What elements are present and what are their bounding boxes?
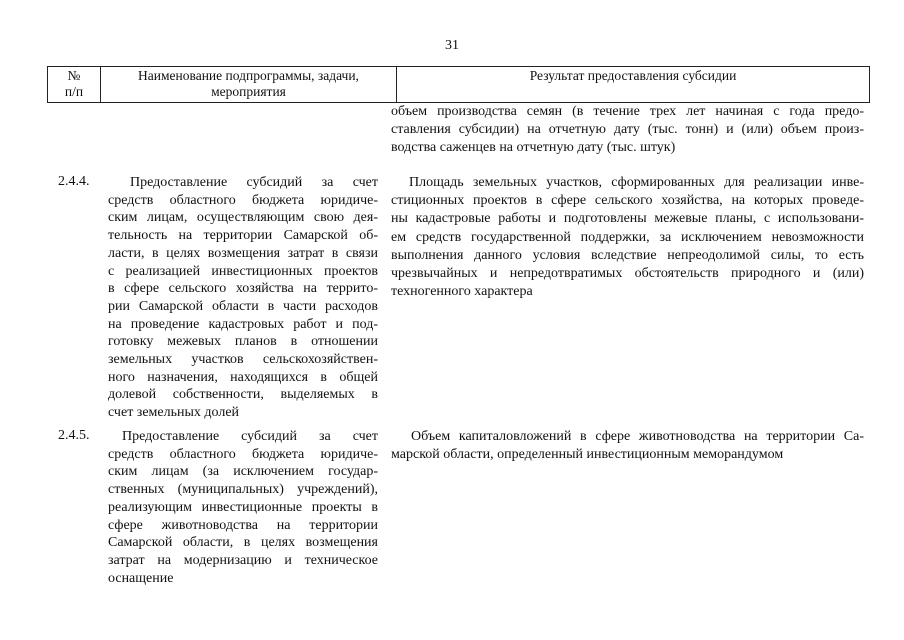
result-line: ставления субсидии) на отчетную дату (тыс. тонн) и (или) объем произ-: [391, 122, 864, 138]
name-line: рии Самарской области в части расходов: [108, 298, 378, 314]
table-header: [47, 66, 870, 103]
result-line: ем средств государственной поддержки, за исключением невозможности: [391, 229, 864, 245]
name-line: ного назначения, находящихся в общей: [108, 369, 378, 385]
result-line: Площадь земельных участков, сформированных для реализации инве-: [409, 175, 864, 190]
header-name-cell: [101, 67, 397, 103]
row-number: 2.4.5.: [58, 428, 90, 443]
row-result: [391, 174, 864, 301]
header-number-line-2: п/п: [64, 84, 84, 99]
result-line: выполнения данного условия вследствие непреодолимой силы, то есть: [391, 247, 864, 263]
name-line: на проведение кадастровых работ и под-: [108, 316, 378, 332]
name-line: ласти, в целях возмещения затрат в связи: [108, 245, 378, 261]
header-number-line-1: №: [67, 68, 81, 83]
name-line: с реализацией инвестиционных проектов: [108, 263, 378, 279]
name-line: реализующим инвестиционные проекты в: [108, 499, 378, 515]
row-result: [391, 428, 864, 464]
result-line: техногенного характера: [391, 284, 533, 300]
name-line: затрат на модернизацию и техническое: [108, 552, 378, 568]
result-line: стиционных проектов в сфере сельского хозяйства, на которых проведе-: [391, 193, 864, 209]
header-result-label: Результат предоставления субсидии: [529, 68, 737, 83]
name-line: ственных (муниципальных) учреждений),: [108, 482, 378, 498]
name-line: долевой собственности, выделяемых в: [108, 387, 378, 403]
name-line: готовку межевых планов в отношении: [108, 334, 378, 350]
result-line: ны кадастровые работы и подготовлены межевые планы, с использовани-: [391, 211, 864, 227]
name-line: Предоставление субсидий за счет: [122, 429, 378, 444]
name-line: ским лицам, осуществляющим свою дея-: [108, 210, 378, 226]
result-line: Объем капиталовложений в сфере животноводства на территории Са-: [411, 429, 864, 444]
name-line: сфере животноводства на территории: [108, 517, 378, 533]
row-number: 2.4.4.: [58, 174, 90, 189]
continuation-result: [391, 103, 864, 158]
name-line: Предоставление субсидий за счет: [130, 175, 378, 190]
result-line: марской области, определенный инвестиционным меморандумом: [391, 447, 784, 463]
header-name-line-1: Наименование подпрограммы, задачи,: [138, 68, 359, 83]
name-line: Самарской области, в целях возмещения: [108, 535, 378, 551]
name-line: средств областного бюджета юридиче-: [108, 446, 378, 462]
name-line: ским лицам (за исключением государ-: [108, 464, 378, 480]
header-result-cell: [397, 67, 870, 103]
result-line: водства саженцев на отчетную дату (тыс. штук): [391, 140, 676, 156]
row-name: [108, 174, 378, 422]
name-line: счет земельных долей: [108, 405, 240, 421]
name-line: земельных участков сельскохозяйствен-: [108, 352, 378, 368]
row-name: [108, 428, 378, 587]
page-number: 31: [445, 38, 459, 53]
name-line: средств областного бюджета юридиче-: [108, 192, 378, 208]
result-line: чрезвычайных и непредотвратимых обстоятельств природного и (или): [391, 266, 864, 282]
name-line: тельность на территории Самарской об-: [108, 228, 378, 244]
result-line: объем производства семян (в течение трех лет начиная с года предо-: [391, 104, 864, 119]
header-number-cell: [48, 67, 101, 103]
header-name-line-2: мероприятия: [211, 84, 286, 99]
name-line: в сфере сельского хозяйства на террито-: [108, 281, 378, 297]
name-line: оснащение: [108, 570, 174, 586]
